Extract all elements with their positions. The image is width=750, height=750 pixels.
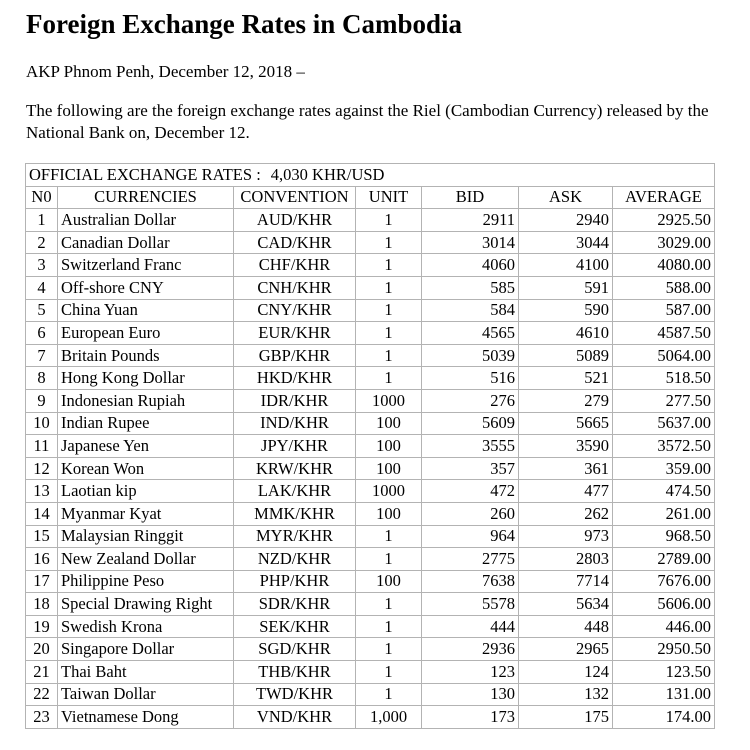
currency-name: New Zealand Dollar: [58, 548, 234, 571]
table-row: [26, 638, 715, 661]
ask-value: 2940: [519, 209, 613, 232]
header-average: AVERAGE: [613, 186, 715, 209]
header-bid: BID: [422, 186, 519, 209]
table-row: [26, 389, 715, 412]
table-row: [26, 525, 715, 548]
currency-name: Canadian Dollar: [58, 231, 234, 254]
currency-name: Hong Kong Dollar: [58, 367, 234, 390]
ask-value: 4100: [519, 254, 613, 277]
table-row: [26, 209, 715, 232]
ask-value: 5665: [519, 412, 613, 435]
ask-value: 5089: [519, 344, 613, 367]
row-number: 21: [26, 661, 58, 684]
currency-name: Korean Won: [58, 457, 234, 480]
average-value: 261.00: [613, 502, 715, 525]
unit: 100: [356, 435, 422, 458]
bid-value: 4565: [422, 322, 519, 345]
row-number: 13: [26, 480, 58, 503]
row-number: 5: [26, 299, 58, 322]
row-number: 3: [26, 254, 58, 277]
table-row: [26, 299, 715, 322]
table-row: [26, 276, 715, 299]
currency-name: Thai Baht: [58, 661, 234, 684]
table-row: [26, 435, 715, 458]
convention: AUD/KHR: [234, 209, 356, 232]
convention: TWD/KHR: [234, 683, 356, 706]
convention: MYR/KHR: [234, 525, 356, 548]
unit: 1000: [356, 389, 422, 412]
average-value: 587.00: [613, 299, 715, 322]
bid-value: 3014: [422, 231, 519, 254]
convention: IDR/KHR: [234, 389, 356, 412]
unit: 100: [356, 502, 422, 525]
average-value: 4587.50: [613, 322, 715, 345]
currency-name: Switzerland Franc: [58, 254, 234, 277]
convention: THB/KHR: [234, 661, 356, 684]
unit: 1: [356, 254, 422, 277]
currency-name: Indian Rupee: [58, 412, 234, 435]
currency-name: Laotian kip: [58, 480, 234, 503]
bid-value: 5578: [422, 593, 519, 616]
ask-value: 5634: [519, 593, 613, 616]
table-row: [26, 593, 715, 616]
convention: PHP/KHR: [234, 570, 356, 593]
official-rate-label: OFFICIAL EXCHANGE RATES :: [29, 164, 261, 184]
average-value: 2950.50: [613, 638, 715, 661]
row-number: 14: [26, 502, 58, 525]
row-number: 10: [26, 412, 58, 435]
ask-value: 4610: [519, 322, 613, 345]
unit: 100: [356, 457, 422, 480]
ask-value: 279: [519, 389, 613, 412]
currency-name: Philippine Peso: [58, 570, 234, 593]
convention: HKD/KHR: [234, 367, 356, 390]
average-value: 5637.00: [613, 412, 715, 435]
average-value: 5606.00: [613, 593, 715, 616]
currency-name: Special Drawing Right: [58, 593, 234, 616]
table-row: [26, 502, 715, 525]
convention: KRW/KHR: [234, 457, 356, 480]
row-number: 7: [26, 344, 58, 367]
convention: VND/KHR: [234, 706, 356, 729]
convention: SEK/KHR: [234, 615, 356, 638]
bid-value: 3555: [422, 435, 519, 458]
row-number: 18: [26, 593, 58, 616]
currency-name: China Yuan: [58, 299, 234, 322]
row-number: 11: [26, 435, 58, 458]
row-number: 4: [26, 276, 58, 299]
header-no: N0: [26, 186, 58, 209]
unit: 1: [356, 661, 422, 684]
row-number: 1: [26, 209, 58, 232]
average-value: 277.50: [613, 389, 715, 412]
average-value: 474.50: [613, 480, 715, 503]
currency-name: Japanese Yen: [58, 435, 234, 458]
bid-value: 2775: [422, 548, 519, 571]
convention: SDR/KHR: [234, 593, 356, 616]
table-row: [26, 457, 715, 480]
unit: 1,000: [356, 706, 422, 729]
average-value: 174.00: [613, 706, 715, 729]
exchange-rates-table: [25, 163, 715, 729]
bid-value: 130: [422, 683, 519, 706]
row-number: 9: [26, 389, 58, 412]
ask-value: 2803: [519, 548, 613, 571]
unit: 1: [356, 615, 422, 638]
official-rate-cell: [26, 164, 715, 187]
header-currencies: CURRENCIES: [58, 186, 234, 209]
unit: 1: [356, 548, 422, 571]
average-value: 3572.50: [613, 435, 715, 458]
table-row: [26, 344, 715, 367]
unit: 100: [356, 570, 422, 593]
convention: JPY/KHR: [234, 435, 356, 458]
convention: CNY/KHR: [234, 299, 356, 322]
row-number: 15: [26, 525, 58, 548]
convention: CNH/KHR: [234, 276, 356, 299]
bid-value: 5039: [422, 344, 519, 367]
average-value: 123.50: [613, 661, 715, 684]
table-row: [26, 683, 715, 706]
currency-name: European Euro: [58, 322, 234, 345]
table-row: [26, 322, 715, 345]
unit: 1: [356, 638, 422, 661]
average-value: 588.00: [613, 276, 715, 299]
bid-value: 173: [422, 706, 519, 729]
row-number: 16: [26, 548, 58, 571]
unit: 1: [356, 231, 422, 254]
bid-value: 2911: [422, 209, 519, 232]
convention: CAD/KHR: [234, 231, 356, 254]
ask-value: 3044: [519, 231, 613, 254]
ask-value: 132: [519, 683, 613, 706]
average-value: 4080.00: [613, 254, 715, 277]
ask-value: 2965: [519, 638, 613, 661]
average-value: 7676.00: [613, 570, 715, 593]
unit: 1: [356, 525, 422, 548]
convention: IND/KHR: [234, 412, 356, 435]
currency-name: Indonesian Rupiah: [58, 389, 234, 412]
currency-name: Vietnamese Dong: [58, 706, 234, 729]
row-number: 22: [26, 683, 58, 706]
unit: 1000: [356, 480, 422, 503]
row-number: 12: [26, 457, 58, 480]
bid-value: 964: [422, 525, 519, 548]
average-value: 359.00: [613, 457, 715, 480]
table-row: [26, 231, 715, 254]
ask-value: 361: [519, 457, 613, 480]
table-row: [26, 548, 715, 571]
unit: 1: [356, 209, 422, 232]
unit: 100: [356, 412, 422, 435]
bid-value: 260: [422, 502, 519, 525]
unit: 1: [356, 344, 422, 367]
unit: 1: [356, 367, 422, 390]
row-number: 20: [26, 638, 58, 661]
currency-name: Taiwan Dollar: [58, 683, 234, 706]
unit: 1: [356, 593, 422, 616]
header-ask: ASK: [519, 186, 613, 209]
currency-name: Britain Pounds: [58, 344, 234, 367]
ask-value: 175: [519, 706, 613, 729]
bid-value: 7638: [422, 570, 519, 593]
convention: SGD/KHR: [234, 638, 356, 661]
average-value: 518.50: [613, 367, 715, 390]
average-value: 968.50: [613, 525, 715, 548]
row-number: 23: [26, 706, 58, 729]
row-number: 17: [26, 570, 58, 593]
ask-value: 591: [519, 276, 613, 299]
ask-value: 477: [519, 480, 613, 503]
currency-name: Off-shore CNY: [58, 276, 234, 299]
convention: NZD/KHR: [234, 548, 356, 571]
table-header-row: [26, 186, 715, 209]
bid-value: 516: [422, 367, 519, 390]
table-row: [26, 367, 715, 390]
convention: LAK/KHR: [234, 480, 356, 503]
row-number: 19: [26, 615, 58, 638]
row-number: 8: [26, 367, 58, 390]
currency-name: Singapore Dollar: [58, 638, 234, 661]
dateline: AKP Phnom Penh, December 12, 2018 –: [26, 62, 305, 81]
table-row: [26, 615, 715, 638]
page-title: Foreign Exchange Rates in Cambodia: [26, 9, 463, 39]
ask-value: 3590: [519, 435, 613, 458]
bid-value: 357: [422, 457, 519, 480]
average-value: 2925.50: [613, 209, 715, 232]
table-row: [26, 661, 715, 684]
official-rate-value: 4,030 KHR/USD: [270, 164, 385, 184]
average-value: 2789.00: [613, 548, 715, 571]
bid-value: 276: [422, 389, 519, 412]
bid-value: 5609: [422, 412, 519, 435]
currency-name: Swedish Krona: [58, 615, 234, 638]
ask-value: 973: [519, 525, 613, 548]
row-number: 2: [26, 231, 58, 254]
table-row: [26, 570, 715, 593]
ask-value: 590: [519, 299, 613, 322]
bid-value: 444: [422, 615, 519, 638]
ask-value: 124: [519, 661, 613, 684]
bid-value: 4060: [422, 254, 519, 277]
row-number: 6: [26, 322, 58, 345]
ask-value: 7714: [519, 570, 613, 593]
currency-name: Malaysian Ringgit: [58, 525, 234, 548]
bid-value: 472: [422, 480, 519, 503]
average-value: 131.00: [613, 683, 715, 706]
table-row: [26, 412, 715, 435]
bid-value: 123: [422, 661, 519, 684]
convention: CHF/KHR: [234, 254, 356, 277]
header-convention: CONVENTION: [234, 186, 356, 209]
intro-paragraph: The following are the foreign exchange rates against the Riel (Cambodian Currency) released by the National Bank on, December 12.: [26, 101, 709, 142]
unit: 1: [356, 683, 422, 706]
table-body: [26, 209, 715, 729]
bid-value: 585: [422, 276, 519, 299]
bid-value: 2936: [422, 638, 519, 661]
unit: 1: [356, 322, 422, 345]
ask-value: 521: [519, 367, 613, 390]
table-row: [26, 480, 715, 503]
unit: 1: [356, 299, 422, 322]
ask-value: 262: [519, 502, 613, 525]
currency-name: Australian Dollar: [58, 209, 234, 232]
currency-name: Myanmar Kyat: [58, 502, 234, 525]
bid-value: 584: [422, 299, 519, 322]
average-value: 3029.00: [613, 231, 715, 254]
table-row: [26, 254, 715, 277]
average-value: 446.00: [613, 615, 715, 638]
ask-value: 448: [519, 615, 613, 638]
table-row: [26, 706, 715, 729]
average-value: 5064.00: [613, 344, 715, 367]
convention: MMK/KHR: [234, 502, 356, 525]
convention: EUR/KHR: [234, 322, 356, 345]
official-rate-row: [26, 164, 715, 187]
convention: GBP/KHR: [234, 344, 356, 367]
unit: 1: [356, 276, 422, 299]
header-unit: UNIT: [356, 186, 422, 209]
